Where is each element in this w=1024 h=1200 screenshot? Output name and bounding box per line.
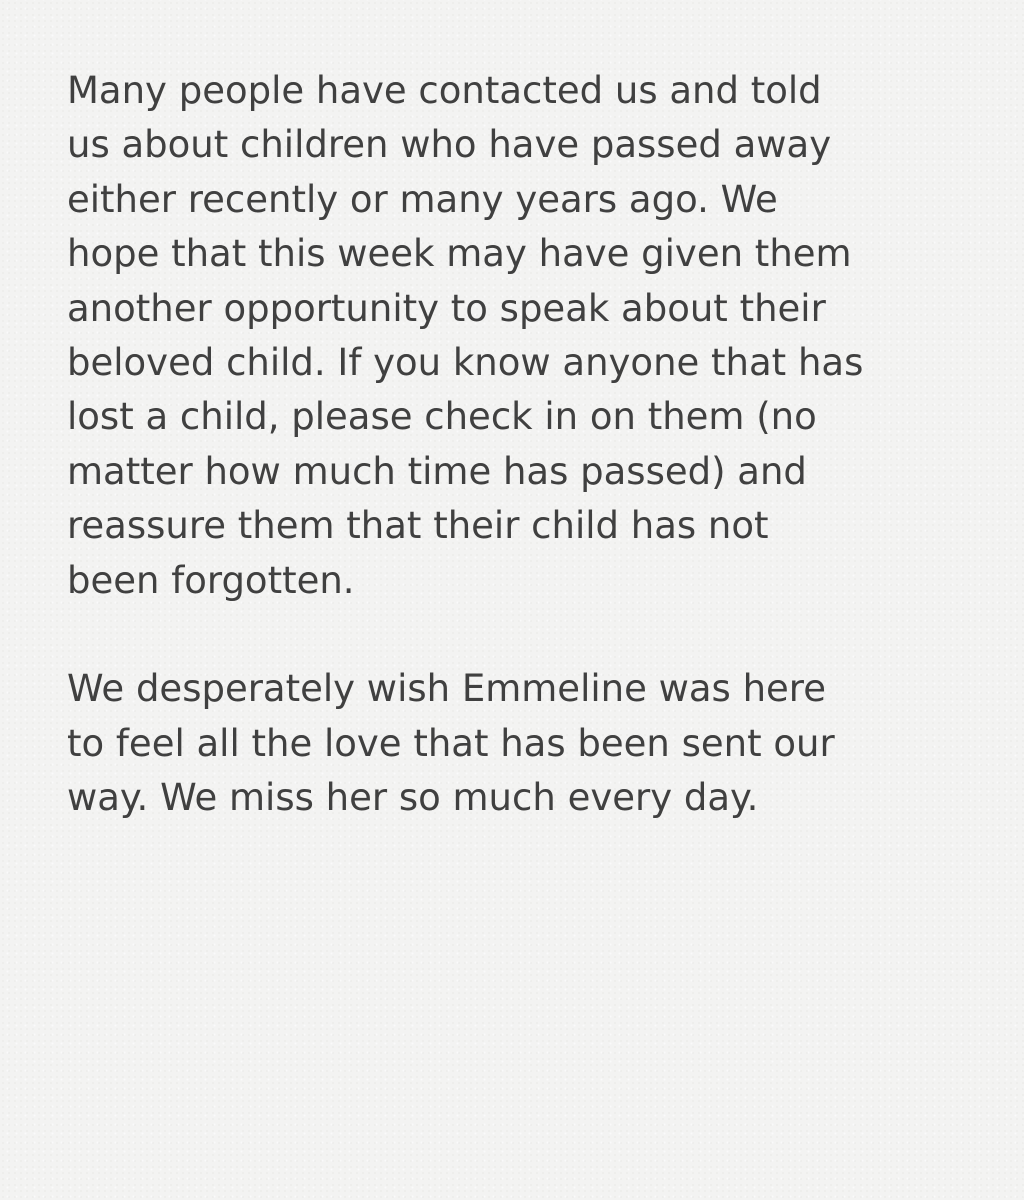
text-line: hope that this week may have given them [67,232,852,276]
text-line: matter how much time has passed) and [67,449,807,493]
text-line: to feel all the love that has been sent our [67,721,835,765]
paragraph-2 [67,662,967,825]
text-line: We desperately wish Emmeline was here [67,667,826,711]
text-line: us about children who have passed away [67,123,832,167]
paragraph-spacer [67,608,967,662]
text-line: beloved child. If you know anyone that has [67,341,864,385]
text-line: lost a child, please check in on them (no [67,395,817,439]
note-body [67,64,967,826]
text-line: another opportunity to speak about their [67,286,826,330]
text-line: reassure them that their child has not [67,504,769,548]
text-line: been forgotten. [67,558,355,602]
text-line: Many people have contacted us and told [67,69,822,112]
text-line: either recently or many years ago. We [67,177,778,221]
text-line: way. We miss her so much every day. [67,776,759,820]
paragraph-1 [67,64,967,608]
